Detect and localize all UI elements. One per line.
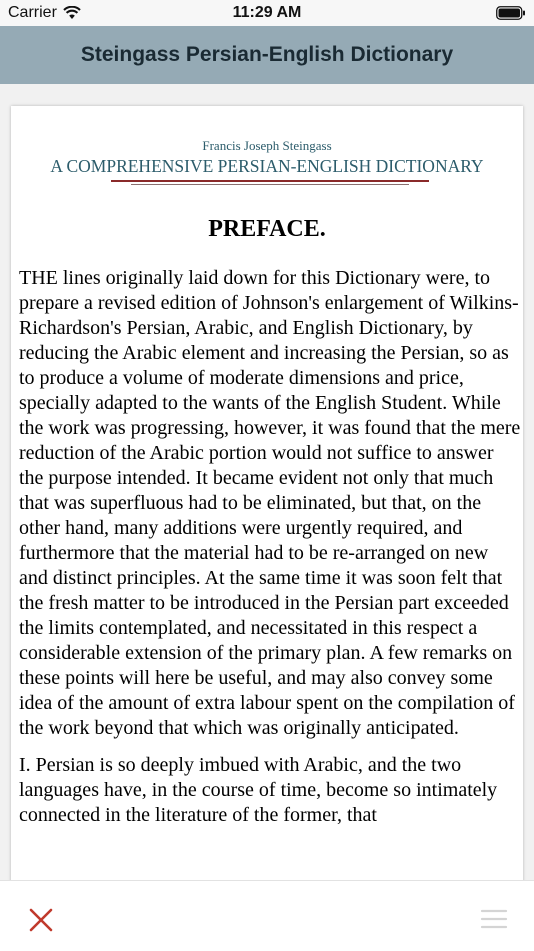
preface-paragraph: I. Persian is so deeply imbued with Arabic, and the two languages have, in the course of time, become so intimately connected in the literature of the former, that	[19, 754, 498, 826]
title-underline-secondary	[131, 184, 409, 185]
preface-body	[19, 266, 521, 840]
nav-title: Steingass Persian-English Dictionary	[80, 43, 454, 66]
book-title: A COMPREHENSIVE PERSIAN-ENGLISH DICTIONARY	[50, 156, 484, 176]
battery-icon	[496, 6, 526, 20]
bottom-toolbar	[0, 880, 534, 951]
navigation-bar	[0, 26, 534, 84]
carrier-label: Carrier	[8, 4, 57, 21]
book-author: Francis Joseph Steingass	[202, 138, 332, 153]
menu-button[interactable]	[480, 907, 508, 931]
document-page	[11, 106, 523, 880]
close-x-icon	[26, 905, 56, 935]
status-bar	[0, 0, 534, 26]
document-viewer[interactable]	[0, 84, 534, 880]
preface-paragraph: THE lines originally laid down for this Dictionary were, to prepare a revised edition of Johnson's enlargement of Wilkins-Richardson's Persian, Arabic, and English Dictionary, by reducing the Arabic element and increasing the Persian, so as to produce a volume of moderate dimensions and price, specially adapted to the wants of the English Student. While the work was progressing, however, it was found that the mere reduction of the Arabic portion would not suffice to answer the purpose intended. It became evident not only that much that was superfluous had to be eliminated, but that, on the other hand, many additions were urgently required, and furthermore that the material had to be re-arranged on new and distinct principles. At the same time it was soon felt that the fresh matter to be introduced in the Persian part exceeded the limits contemplated, and necessitated in this respect a considerable extension of the primary plan. A few remarks on these points will here be useful, and may also convey some idea of the amount of extra labour spent on the compilation of the work beyond that which was originally anticipated.	[19, 267, 521, 739]
title-underline	[111, 180, 429, 182]
preface-heading: PREFACE.	[208, 216, 326, 242]
close-button[interactable]	[26, 905, 56, 935]
hamburger-menu-icon	[480, 907, 508, 931]
status-time: 11:29 AM	[232, 4, 302, 21]
